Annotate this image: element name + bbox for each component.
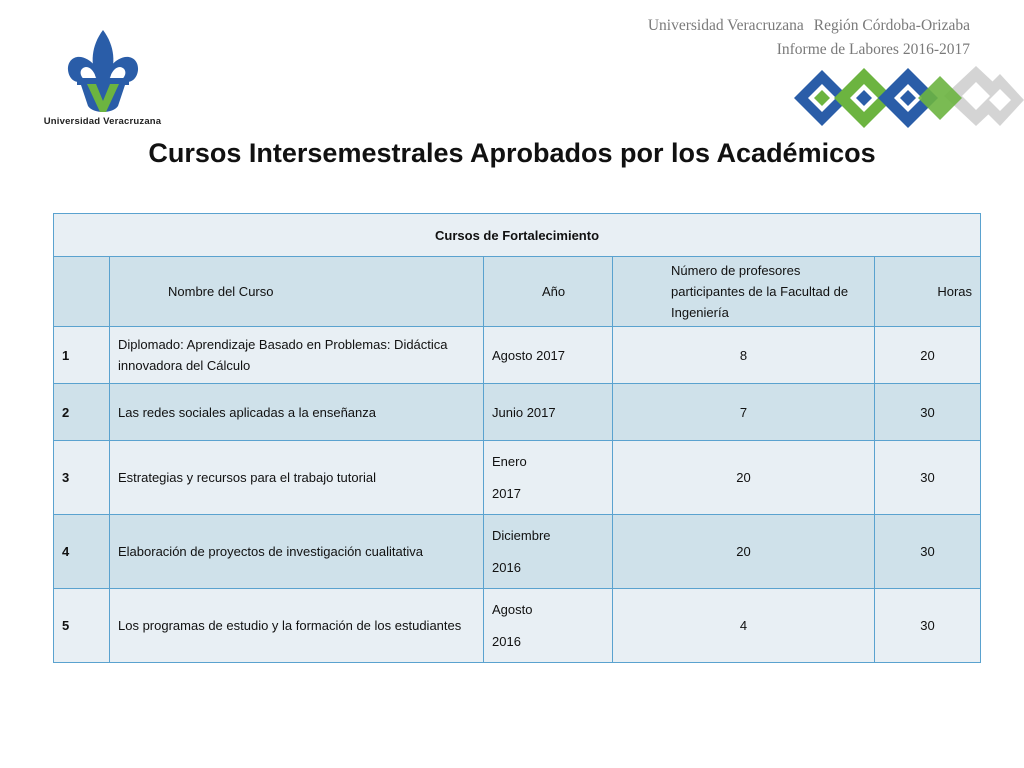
row-year-line1: Agosto bbox=[492, 601, 533, 617]
row-teachers: 7 bbox=[613, 384, 875, 441]
row-hours: 20 bbox=[875, 327, 981, 384]
header-teachers bbox=[613, 257, 875, 327]
row-course: Estrategias y recursos para el trabajo tutorial bbox=[110, 441, 484, 515]
row-hours: 30 bbox=[875, 384, 981, 441]
row-year bbox=[484, 384, 613, 441]
row-year-line1: Junio 2017 bbox=[492, 404, 556, 420]
header-line-1 bbox=[648, 14, 970, 38]
row-number: 1 bbox=[54, 327, 110, 384]
header-hours-label: Horas bbox=[937, 284, 973, 299]
row-year-line1: Agosto 2017 bbox=[492, 347, 566, 363]
header-block bbox=[648, 14, 970, 62]
row-year bbox=[484, 589, 613, 663]
table-row bbox=[54, 327, 981, 384]
header-course-label: Nombre del Curso bbox=[168, 284, 274, 299]
header-course bbox=[110, 257, 484, 327]
row-hours: 30 bbox=[875, 589, 981, 663]
row-year bbox=[484, 441, 613, 515]
row-number: 3 bbox=[54, 441, 110, 515]
courses-table bbox=[53, 213, 981, 663]
table-caption-row bbox=[54, 214, 981, 257]
header-hours bbox=[875, 257, 981, 327]
header-year-label: Año bbox=[542, 284, 566, 299]
row-year bbox=[484, 327, 613, 384]
row-course: Diplomado: Aprendizaje Basado en Problemas: Didáctica innovadora del Cálculo bbox=[110, 327, 484, 384]
row-number: 4 bbox=[54, 515, 110, 589]
row-course: Las redes sociales aplicadas a la enseñanza bbox=[110, 384, 484, 441]
uv-flor-de-lis-icon bbox=[63, 28, 143, 116]
row-teachers: 8 bbox=[613, 327, 875, 384]
header-num bbox=[54, 257, 110, 327]
header-region: Región Córdoba-Orizaba bbox=[813, 17, 970, 34]
row-year-line1: Enero bbox=[492, 453, 527, 469]
row-year-line2: 2016 bbox=[492, 633, 521, 649]
row-number: 2 bbox=[54, 384, 110, 441]
row-year-line1: Diciembre bbox=[492, 527, 551, 543]
header-year bbox=[484, 257, 613, 327]
row-number: 5 bbox=[54, 589, 110, 663]
decorative-pattern-icon bbox=[794, 66, 1024, 130]
row-teachers: 20 bbox=[613, 515, 875, 589]
table-row bbox=[54, 515, 981, 589]
table-header-row bbox=[54, 257, 981, 327]
row-teachers: 20 bbox=[613, 441, 875, 515]
row-teachers: 4 bbox=[613, 589, 875, 663]
row-hours: 30 bbox=[875, 441, 981, 515]
table-row bbox=[54, 384, 981, 441]
row-year-line2: 2017 bbox=[492, 485, 521, 501]
row-year bbox=[484, 515, 613, 589]
page-title: Cursos Intersemestrales Aprobados por los Académicos bbox=[148, 138, 876, 168]
row-course: Los programas de estudio y la formación de los estudiantes bbox=[110, 589, 484, 663]
row-year-line2: 2016 bbox=[492, 559, 521, 575]
header-teachers-label: Número de profesores participantes de la Facultad de Ingeniería bbox=[671, 263, 849, 320]
row-hours: 30 bbox=[875, 515, 981, 589]
header-university: Universidad Veracruzana bbox=[647, 17, 804, 34]
table-row bbox=[54, 589, 981, 663]
table-caption: Cursos de Fortalecimiento bbox=[54, 214, 981, 257]
header-report: Informe de Labores 2016-2017 bbox=[776, 41, 970, 58]
university-logo bbox=[40, 28, 165, 133]
row-course: Elaboración de proyectos de investigación cualitativa bbox=[110, 515, 484, 589]
table-row bbox=[54, 441, 981, 515]
logo-caption: Universidad Veracruzana bbox=[43, 116, 162, 127]
